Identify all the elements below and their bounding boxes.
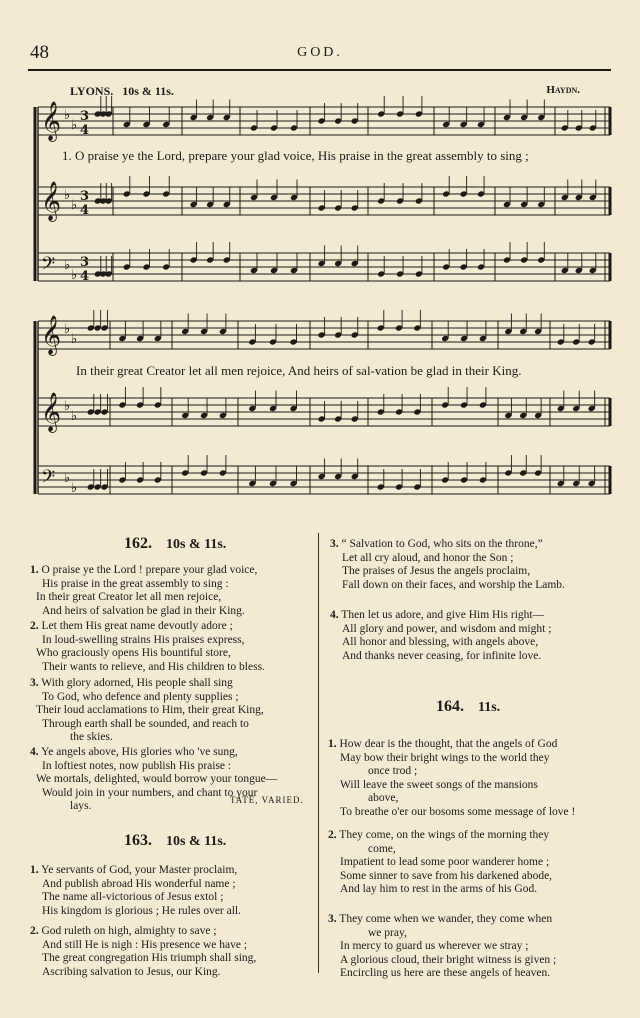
hymn-164-stanza-2: 2. They come, on the wings of the morning they come, Impatient to lead some poor wanderer home ; Some sinner to save from his darkened abode, And lay him to rest in the arms of his God.: [328, 829, 553, 896]
flat-icon: ♭: [71, 331, 78, 346]
hymn-162-stanza-4: 4. Ye angels above, His glories who 've sung, In loftiest notes, now publish His praise : We mortals, delighted, would borrow your tongue— Would join in your numbers, and chant to your lays.: [30, 746, 278, 813]
bass-clef-icon: 𝄢: [41, 467, 56, 492]
hymn-164-heading: [436, 698, 500, 716]
column-divider: [318, 533, 319, 973]
hymn-163-stanza-1: 1. Ye servants of God, your Master proclaim, And publish abroad His wonderful name ; The name all-victorious of Jesus extol ; His kingdom is glorious ; He rules over all.: [30, 864, 241, 917]
treble-clef-icon: 𝄞: [41, 315, 62, 355]
tune-meter: 10s & 11s.: [122, 84, 174, 98]
hymn-162-stanza-1: 1. O praise ye the Lord ! prepare your glad voice, His praise in the great assembly to sing : In their great Creator let all men rejoice, And heirs of salvation be glad in their King.: [30, 564, 258, 617]
flat-icon: ♭: [64, 187, 71, 202]
flat-icon: ♭: [71, 267, 78, 282]
hymn-meter: 11s.: [478, 700, 501, 715]
hymn-162-attribution: TATE, VARIED.: [230, 795, 304, 805]
running-title: GOD.: [297, 45, 343, 60]
hymn-164-stanza-3: 3. They come when we wander, they come when we pray, In mercy to guard us wherever we stray ; A glorious cloud, their bright witness is given ; Encircling us here are these angels of heaven.: [328, 913, 557, 980]
hymn-number: 163.: [124, 832, 152, 849]
flat-icon: ♭: [71, 408, 78, 423]
composer: Haydn.: [546, 84, 580, 96]
time-signature: 4: [80, 123, 90, 138]
time-signature: 3: [80, 189, 90, 204]
hymn-meter: 10s & 11s.: [166, 537, 227, 552]
hymn-164-stanza-1: 1. How dear is the thought, that the angels of God May bow their bright wings to the world they once trod ; Will leave the sweet songs of the mansions above, To breathe o'er our bosoms some message of love !: [328, 738, 576, 818]
hymn-162-stanza-3: 3. With glory adorned, His people shall sing To God, who defence and plenty supplies ; Their loud acclamations to Him, their great King, Through earth shall be sounded, and reach to the skies.: [30, 677, 264, 744]
time-signature: 4: [80, 269, 90, 284]
treble-clef-icon: 𝄞: [41, 181, 62, 221]
page-number: 48: [30, 42, 49, 63]
bass-clef-icon: 𝄢: [41, 254, 56, 279]
time-signature: 3: [80, 255, 90, 270]
hymn-number: 164.: [436, 698, 464, 715]
hymn-162-stanza-3b: 3. “ Salvation to God, who sits on the throne,” Let all cry aloud, and honor the Son ; The praises of Jesus the angels proclaim, Fall down on their faces, and worship the Lamb.: [330, 538, 565, 591]
hymn-meter: 10s & 11s.: [166, 834, 227, 849]
time-signature: 3: [80, 109, 90, 124]
hymn-162-stanza-4b: 4. Then let us adore, and give Him His right— All glory and power, and wisdom and might ; All honor and blessing, with angels above, And thanks never ceasing, for infinite love.: [330, 609, 552, 662]
hymn-162-heading: [124, 535, 226, 553]
treble-clef-icon: 𝄞: [41, 101, 62, 141]
time-signature: 4: [80, 203, 90, 218]
hymn-162-stanza-2: 2. Let them His great name devoutly adore ; In loud-swelling strains His praises express, Who graciously opens His bountiful store, Their wants to relieve, and His children to bless.: [30, 620, 265, 673]
hymn-number: 162.: [124, 535, 152, 552]
hymn-163-heading: [124, 832, 226, 850]
hymn-163-stanza-2: 2. God ruleth on high, almighty to save ; And still He is nigh : His presence we have ; The great congregation His triumph shall sing, Ascribing salvation to Jesus, our King.: [30, 925, 257, 978]
flat-icon: ♭: [71, 480, 78, 495]
flat-icon: ♭: [64, 107, 71, 122]
music-lyric-line-1: 1. O praise ye the Lord, prepare your glad voice, His praise in the great assembly to sing ;: [62, 148, 529, 163]
flat-icon: ♭: [71, 117, 78, 132]
flat-icon: ♭: [64, 257, 71, 272]
music-lyric-line-2: In their great Creator let all men rejoice, And heirs of sal-vation be glad in their King.: [76, 363, 522, 378]
flat-icon: ♭: [64, 321, 71, 336]
treble-clef-icon: 𝄞: [41, 392, 62, 432]
flat-icon: ♭: [64, 398, 71, 413]
flat-icon: ♭: [64, 470, 71, 485]
flat-icon: ♭: [71, 197, 78, 212]
tune-name: LYONS.: [70, 84, 114, 98]
